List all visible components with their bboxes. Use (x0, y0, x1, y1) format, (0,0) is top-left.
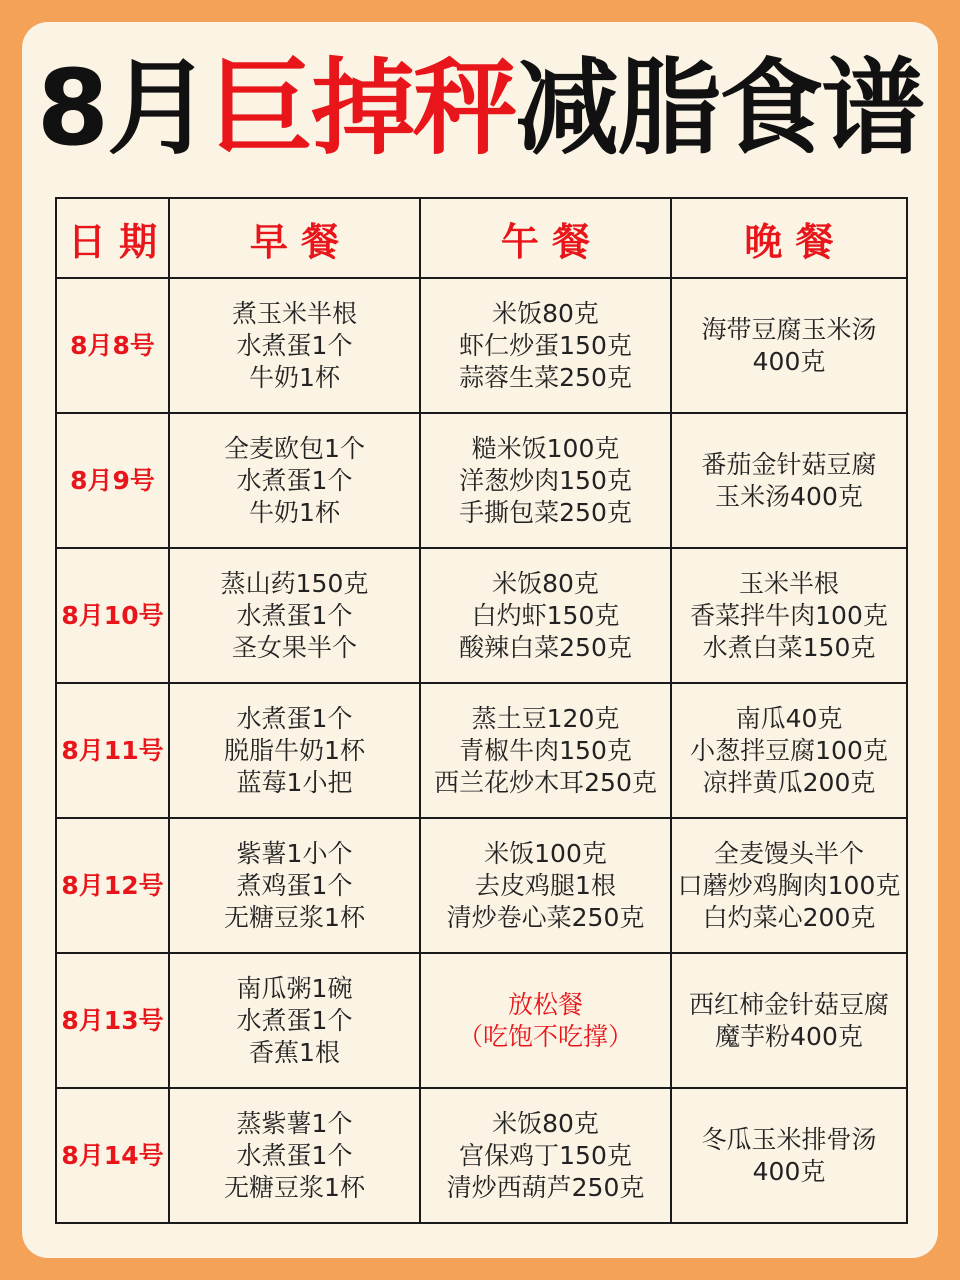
breakfast-item: 圣女果半个 (231, 632, 357, 662)
header-date: 日 期 (56, 198, 169, 278)
header-row (56, 198, 907, 278)
breakfast-cell (169, 818, 420, 953)
diet-menu-table (55, 197, 908, 1224)
breakfast-item: 南瓜粥1碗 (236, 973, 353, 1003)
breakfast-cell (169, 278, 420, 413)
breakfast-item: 蓝莓1小把 (236, 767, 353, 797)
lunch-item: 蒜蓉生菜250克 (459, 362, 632, 392)
breakfast-item: 全麦欧包1个 (224, 433, 365, 463)
lunch-cell (420, 278, 671, 413)
date-cell: 8月8号 (56, 278, 169, 413)
header-breakfast: 早 餐 (169, 198, 420, 278)
breakfast-item: 煮玉米半根 (231, 298, 357, 328)
lunch-item: 手撕包菜250克 (459, 497, 632, 527)
dinner-item: 水煮白菜150克 (702, 632, 876, 662)
breakfast-item: 牛奶1杯 (249, 497, 340, 527)
date-cell: 8月13号 (56, 953, 169, 1088)
dinner-cell (671, 413, 907, 548)
breakfast-item: 无糖豆浆1杯 (224, 1172, 365, 1202)
lunch-item: 西兰花炒木耳250克 (434, 767, 657, 797)
dinner-item: 400克 (752, 346, 826, 376)
dinner-item: 口蘑炒鸡胸肉100克 (677, 870, 901, 900)
lunch-item: 去皮鸡腿1根 (475, 870, 616, 900)
date-cell: 8月14号 (56, 1088, 169, 1223)
table-row (56, 1088, 907, 1223)
breakfast-cell (169, 953, 420, 1088)
lunch-item: 清炒西葫芦250克 (446, 1172, 645, 1202)
breakfast-cell (169, 413, 420, 548)
dinner-cell (671, 683, 907, 818)
dinner-item: 玉米半根 (738, 568, 839, 598)
dinner-item: 西红柿金针菇豆腐 (688, 989, 889, 1019)
dinner-item: 全麦馒头半个 (713, 838, 864, 868)
lunch-item: 米饭100克 (484, 838, 607, 868)
header-dinner: 晚 餐 (671, 198, 907, 278)
breakfast-item: 水煮蛋1个 (236, 703, 353, 733)
dinner-item: 凉拌黄瓜200克 (702, 767, 876, 797)
header-lunch: 午 餐 (420, 198, 671, 278)
lunch-item: 酸辣白菜250克 (459, 632, 632, 662)
lunch-item: 青椒牛肉150克 (459, 735, 632, 765)
lunch-item: 白灼虾150克 (471, 600, 620, 630)
dinner-item: 海带豆腐玉米汤 (701, 314, 877, 344)
menu-body (56, 278, 907, 1223)
breakfast-item: 无糖豆浆1杯 (224, 902, 365, 932)
lunch-cell (420, 413, 671, 548)
lunch-item: 糙米饭100克 (471, 433, 620, 463)
lunch-cell (420, 818, 671, 953)
lunch-cell (420, 953, 671, 1088)
table-row (56, 953, 907, 1088)
breakfast-item: 水煮蛋1个 (236, 465, 353, 495)
lunch-item: （吃饱不吃撑） (457, 1021, 633, 1051)
page-title (0, 48, 960, 168)
breakfast-item: 水煮蛋1个 (236, 1140, 353, 1170)
dinner-item: 冬瓜玉米排骨汤 (701, 1124, 877, 1154)
dinner-item: 南瓜40克 (735, 703, 843, 733)
lunch-cell (420, 548, 671, 683)
breakfast-item: 牛奶1杯 (249, 362, 340, 392)
breakfast-cell (169, 683, 420, 818)
lunch-item: 蒸土豆120克 (471, 703, 620, 733)
dinner-item: 400克 (752, 1156, 826, 1186)
lunch-item: 米饭80克 (492, 1108, 599, 1138)
dinner-cell (671, 278, 907, 413)
dinner-cell (671, 818, 907, 953)
lunch-item: 米饭80克 (492, 568, 599, 598)
date-cell: 8月9号 (56, 413, 169, 548)
breakfast-item: 脱脂牛奶1杯 (224, 735, 365, 765)
dinner-item: 魔芋粉400克 (715, 1021, 863, 1051)
date-cell: 8月11号 (56, 683, 169, 818)
table-row (56, 818, 907, 953)
title-highlight: 巨掉秤 (209, 47, 516, 169)
dinner-item: 香菜拌牛肉100克 (690, 600, 888, 630)
dinner-item: 小葱拌豆腐100克 (690, 735, 888, 765)
table-row (56, 413, 907, 548)
lunch-item: 清炒卷心菜250克 (446, 902, 645, 932)
lunch-cell (420, 1088, 671, 1223)
dinner-item: 玉米汤400克 (715, 481, 863, 511)
lunch-item: 米饭80克 (492, 298, 599, 328)
breakfast-item: 蒸山药150克 (220, 568, 369, 598)
table-row (56, 278, 907, 413)
dinner-cell (671, 1088, 907, 1223)
breakfast-cell (169, 1088, 420, 1223)
dinner-cell (671, 548, 907, 683)
breakfast-item: 煮鸡蛋1个 (236, 870, 353, 900)
breakfast-item: 香蕉1根 (249, 1037, 340, 1067)
dinner-cell (671, 953, 907, 1088)
breakfast-item: 水煮蛋1个 (236, 1005, 353, 1035)
table-row (56, 683, 907, 818)
table-row (56, 548, 907, 683)
lunch-item: 虾仁炒蛋150克 (459, 330, 632, 360)
lunch-item: 宫保鸡丁150克 (459, 1140, 632, 1170)
breakfast-cell (169, 548, 420, 683)
dinner-item: 白灼菜心200克 (702, 902, 876, 932)
lunch-item: 洋葱炒肉150克 (459, 465, 632, 495)
title-rest: 减脂食谱 (515, 47, 924, 169)
breakfast-item: 水煮蛋1个 (236, 600, 353, 630)
date-cell: 8月12号 (56, 818, 169, 953)
breakfast-item: 水煮蛋1个 (236, 330, 353, 360)
breakfast-item: 紫薯1小个 (236, 838, 353, 868)
breakfast-item: 蒸紫薯1个 (236, 1108, 353, 1138)
lunch-item: 放松餐 (507, 989, 583, 1019)
dinner-item: 番茄金针菇豆腐 (701, 449, 877, 479)
lunch-cell (420, 683, 671, 818)
date-cell: 8月10号 (56, 548, 169, 683)
title-month: 8月 (36, 47, 210, 169)
